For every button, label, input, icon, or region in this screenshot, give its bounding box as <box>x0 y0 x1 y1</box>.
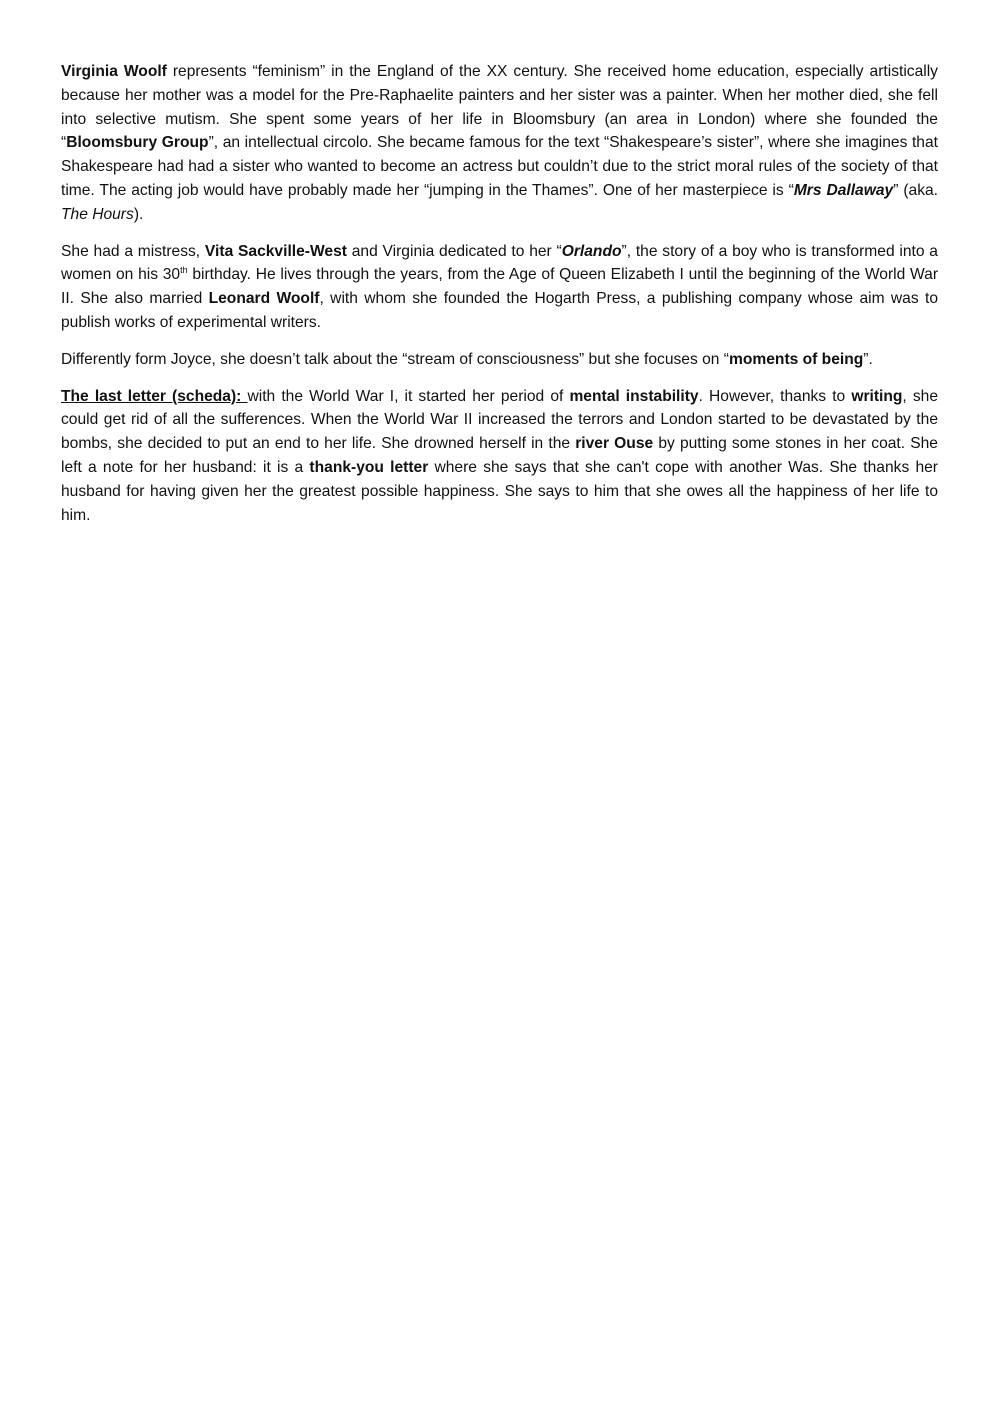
term-bloomsbury-group: Bloomsbury Group <box>66 134 209 152</box>
term-moments-of-being: moments of being <box>728 350 864 368</box>
ordinal-superscript: th <box>180 265 188 276</box>
text-run: , she could get rid of all the sufferences. When the World War II increased the terrors and London started to be devastated by the bombs, she decided to put an end to her life. She drowned herself in the <box>61 387 939 453</box>
text-run: , with whom she founded the Hogarth Press, a publishing company whose aim was to publish works of experimental writers. <box>61 290 939 331</box>
paragraph-orlando <box>61 240 938 335</box>
document-body <box>61 60 938 540</box>
text-run: ”, the story of a boy who is transformed into a women on his 30 <box>61 242 938 284</box>
term-writing: writing <box>851 387 903 405</box>
paragraph-moments-of-being <box>61 348 938 372</box>
text-run: ). <box>133 205 144 223</box>
text-run: represents “feminism” in the England of the XX century. She received home education, especially artistically because her mother was a model for the Pre-Raphaelite painters and her sister was a painter. When her mother died, she fell into selective mutism. She spent some years of her life in Bloomsbury (an area in London) where she founded the “ <box>61 63 938 152</box>
name-leonard-woolf: Leonard Woolf <box>208 290 320 308</box>
term-mental-instability: mental instability <box>569 387 699 405</box>
text-run: ”. <box>863 350 873 368</box>
text-run: Differently form Joyce, she doesn’t talk about the “stream of consciousness” but she focuses on “ <box>61 350 729 368</box>
paragraph-last-letter <box>61 385 938 528</box>
term-river-ouse: river Ouse <box>575 435 654 453</box>
name-virginia-woolf: Virginia Woolf <box>61 63 167 80</box>
paragraph-intro <box>61 60 938 227</box>
text-run: ” (aka. <box>893 181 938 199</box>
heading-last-letter: The last letter (scheda): <box>61 387 248 405</box>
title-mrs-dallaway: Mrs Dallaway <box>793 181 894 199</box>
title-the-hours: The Hours <box>61 205 134 223</box>
text-run: birthday. He lives through the years, from the Age of Queen Elizabeth I until the beginning of the World War II. She also married <box>61 266 939 308</box>
text-run: with the World War I, it started her period of <box>247 387 570 405</box>
text-run: . However, thanks to <box>698 387 852 405</box>
text-run: by putting some stones in her coat. She left a note for her husband: it is a <box>61 435 938 476</box>
text-run: She had a mistress, <box>61 242 205 260</box>
text-run: and Virginia dedicated to her “ <box>346 242 562 260</box>
name-vita-sackville-west: Vita Sackville-West <box>204 242 347 260</box>
term-thank-you-letter: thank-you letter <box>309 458 429 476</box>
text-run: ”, an intellectual circolo. She became famous for the text “Shakespeare’s sister”, where she imagines that Shakespeare had had a sister who wanted to become an actress but couldn’t due to the strict moral rules of the society of that time. The acting job would have probably made her “jumping in the Thames”. One of her masterpiece is “ <box>61 134 938 199</box>
title-orlando: Orlando <box>561 242 622 260</box>
text-run: where she says that she can't cope with another Was. She thanks her husband for having given her the greatest possible happiness. She says to him that she owes all the happiness of her life to him. <box>61 458 939 524</box>
